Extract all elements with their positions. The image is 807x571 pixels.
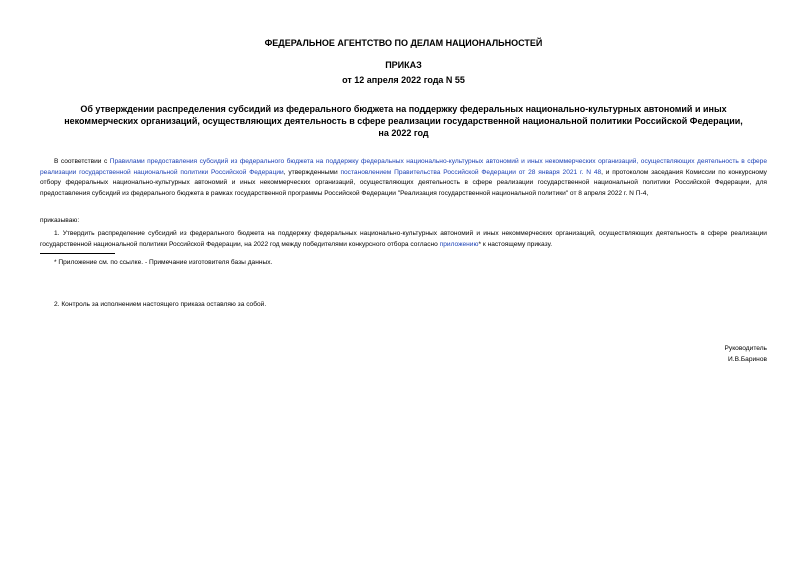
- document-title: Об утверждении распределения субсидий из федерального бюджета на поддержку федеральных национально-культурных автономий и иных некоммерческих организаций, осуществляющих деятельность в сфере реализации государственной национальной политики Российской Федерации, на 2022 год: [64, 104, 743, 138]
- agency-name: ФЕДЕРАЛЬНОЕ АГЕНТСТВО ПО ДЕЛАМ НАЦИОНАЛЬНОСТЕЙ: [264, 38, 543, 48]
- footnote: * Приложение см. по ссылке. - Примечание изготовителя базы данных.: [54, 259, 273, 266]
- preamble-text-1: В соответствии с: [54, 158, 110, 165]
- document-type: ПРИКАЗ: [385, 60, 422, 70]
- link-appendix[interactable]: приложению: [439, 240, 479, 248]
- decree-word: приказываю:: [40, 217, 80, 224]
- paragraph-item-2: 2. Контроль за исполнением настоящего приказа оставляю за собой.: [54, 301, 267, 308]
- signature-name: И.В.Баринов: [728, 356, 767, 363]
- signature-position: Руководитель: [724, 345, 767, 352]
- preamble-text-2: , утвержденными: [283, 168, 341, 176]
- link-subsidy-rules[interactable]: Правилами предоставления субсидий из федерального бюджета на поддержку федеральных национально-культурных автономий и иных некоммерческих организаций, осуществляющих деятельность в сфере реализации государственной национальной политики Российской Федерации: [40, 158, 767, 176]
- item1-text-1: 1. Утвердить распределение субсидий из федерального бюджета на поддержку федеральных национально-культурных автономий и иных некоммерческих организаций, осуществляющих деятельность в сфере реализации государственной национальной политики Российской Федерации, на 2022 год между победителями конкурсного отбора согласно: [40, 230, 767, 248]
- paragraph-item-1: [40, 229, 767, 250]
- document-date-number: от 12 апреля 2022 года N 55: [342, 75, 465, 85]
- footnote-divider: [40, 253, 115, 254]
- item1-text-2: * к настоящему приказу.: [478, 240, 553, 248]
- link-government-resolution[interactable]: постановлением Правительства Российской Федерации от 28 января 2021 г. N 48: [340, 168, 602, 176]
- paragraph-preamble: [40, 157, 767, 199]
- preamble-text-3: , и протоколом заседания Комиссии по конкурсному отбору федеральных национально-культурных автономий и иных некоммерческих организаций, осуществляющих деятельность в сфере реализации государственной национальной политики Российской Федерации, для предоставления субсидий из федерального бюджета в рамках государственной программы Российской Федерации "Реализация государственной национальной политики" от 8 апреля 2022 г. N П-4,: [40, 168, 767, 197]
